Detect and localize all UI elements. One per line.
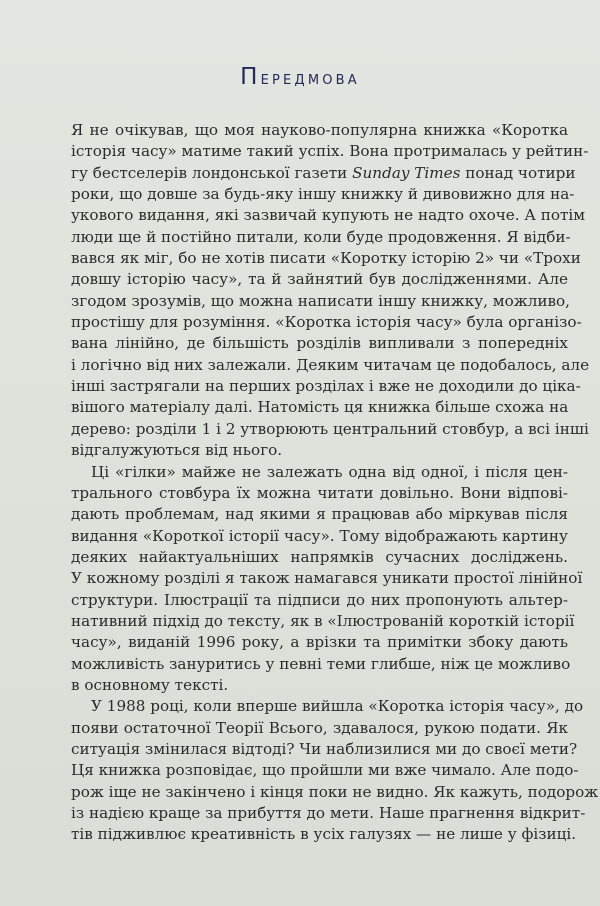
text-line: трального стовбура їх можна читати довільно. Вони відпові-	[71, 483, 568, 502]
italic-newspaper-name: Sunday Times	[352, 163, 461, 182]
text-line: Ці «гілки» майже не залежать одна від одної, і після цен-	[91, 462, 568, 481]
text-line: згодом зрозумів, що можна написати іншу книжку, можливо,	[71, 291, 570, 310]
text-line: інші застрягали на перших розділах і вже не доходили до ціка-	[71, 377, 581, 396]
paragraph-2	[71, 462, 583, 697]
text-line: довшу історію часу», та й зайнятий був дослідженнями. Але	[71, 270, 568, 289]
text-segment: гу бестселерів лондонської газети	[71, 163, 353, 182]
text-line: рож іще не закінчено і кінця поки не видно. Як кажуть, подорож	[71, 782, 599, 801]
text-segment: понад чотири	[460, 163, 576, 182]
text-line: видання «Короткої історії часу». Тому відображають картину	[71, 526, 568, 545]
text-line: У кожному розділі я також намагався уникати простої лінійної	[71, 569, 583, 588]
text-line: деяких найактуальніших напрямків сучасних досліджень.	[71, 547, 568, 566]
text-line: люди ще й постійно питали, коли буде продовження. Я відби-	[71, 227, 571, 246]
text-line: тів підживлює креативність в усіх галузях — не лише у фізиці.	[71, 825, 577, 844]
text-line: вався як міг, бо не хотів писати «Коротку історію 2» чи «Трохи	[71, 249, 581, 268]
text-line: структури. Ілюстрації та підписи до них пропонують альтер-	[71, 590, 568, 609]
text-line: ситуація змінилася відтоді? Чи наблизилися ми до своєї мети?	[71, 739, 578, 758]
text-line: вана лінійно, де більшість розділів випливали з попередніх	[71, 334, 568, 353]
paragraph-1	[71, 120, 590, 462]
text-line: і логічно від них залежали. Деяким читачам це подобалось, але	[71, 355, 590, 374]
text-line: історія часу» матиме такий успіх. Вона протрималась у рейтин-	[71, 142, 589, 161]
text-line: можливість зануритись у певні теми глибше, ніж це можливо	[71, 654, 571, 673]
body-text	[71, 120, 599, 846]
text-line: появи остаточної Теорії Всього, здавалося, рукою подати. Як	[71, 718, 568, 737]
text-line: в основному тексті.	[71, 675, 229, 694]
text-line: дають проблемам, над якими я працював або міркував після	[71, 505, 568, 524]
text-line: часу», виданій 1996 року, а врізки та примітки збоку дають	[71, 633, 568, 652]
text-line	[71, 163, 576, 184]
text-line: дерево: розділи 1 і 2 утворюють центральний стовбур, а всі інші	[71, 419, 589, 438]
text-line: із надією краще за прибуття до мети. Наше прагнення відкрит-	[71, 804, 586, 822]
text-line: відгалужуються від нього.	[71, 441, 283, 460]
text-line: Я не очікував, що моя науково-популярна книжка «Коротка	[71, 121, 568, 139]
title-initial: П	[240, 64, 261, 90]
paragraph-3	[71, 696, 599, 845]
text-line: вішого матеріалу далі. Натомість ця книжка більше схожа на	[71, 398, 569, 417]
page-title	[0, 64, 600, 90]
text-line: У 1988 році, коли вперше вийшла «Коротка історія часу», до	[91, 697, 584, 716]
text-line: простішу для розуміння. «Коротка історія часу» була організо-	[71, 313, 582, 332]
page-title-text: Передмова	[240, 64, 360, 90]
text-line: Ця книжка розповідає, що пройшли ми вже чимало. Але подо-	[71, 761, 579, 780]
text-line: укового видання, які зазвичай купують не надто охоче. А потім	[71, 206, 586, 225]
text-line: нативний підхід до тексту, як в «Ілюстрованій короткій історії	[71, 611, 575, 630]
text-line: роки, що довше за будь-яку іншу книжку й дивовижно для на-	[71, 185, 575, 204]
